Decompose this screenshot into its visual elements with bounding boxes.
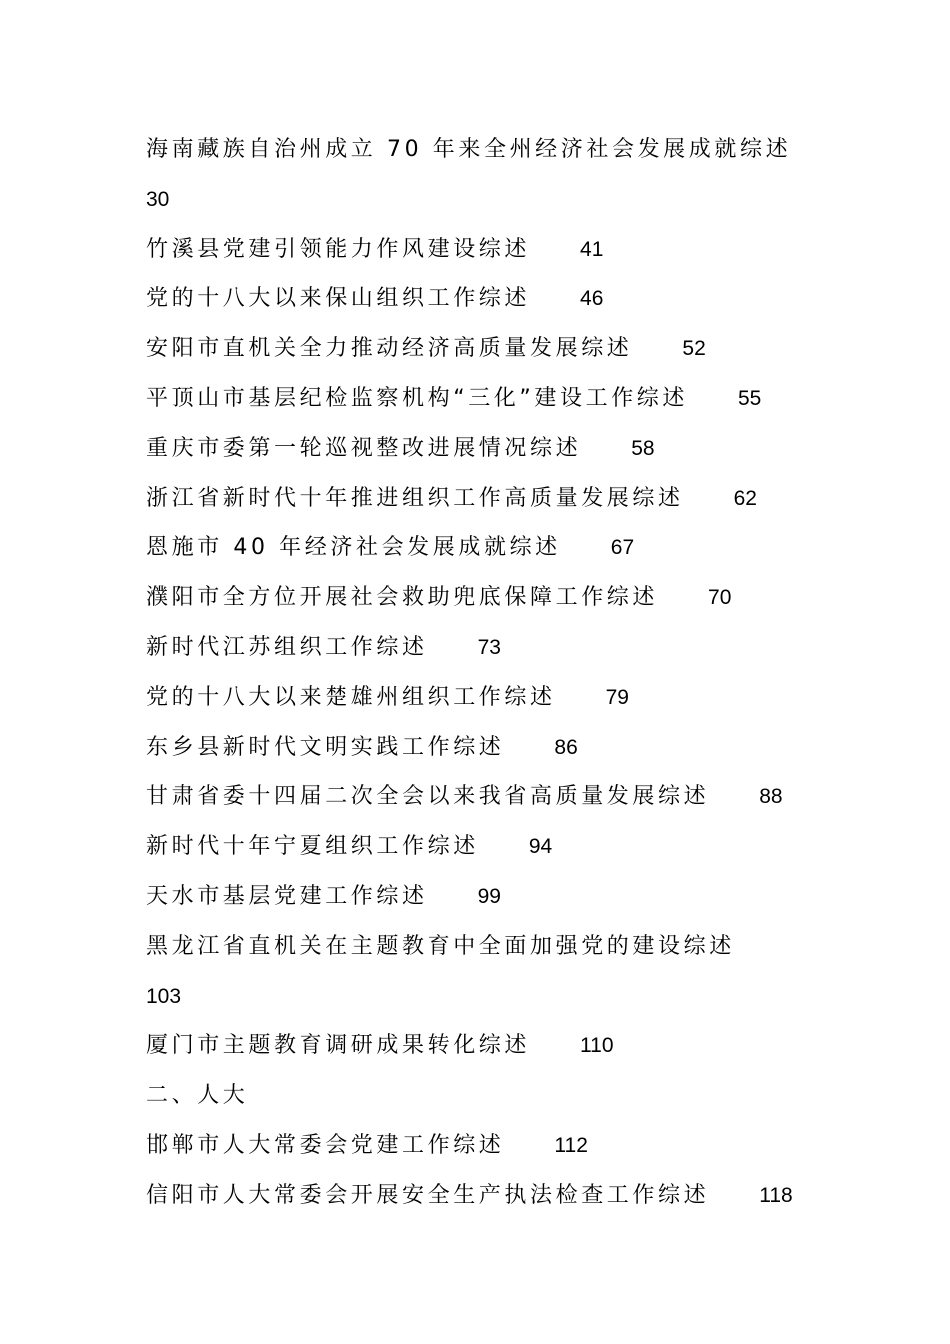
toc-entry-page: 94 [528, 835, 553, 859]
toc-entry-page: 110 [580, 1034, 614, 1058]
toc-entry [146, 623, 816, 673]
toc-entry [146, 374, 816, 424]
toc-entry-title: 恩施市 40 年经济社会发展成就综述 [146, 535, 561, 561]
toc-entry-title: 重庆市委第一轮巡视整改进展情况综述 [146, 435, 582, 461]
toc-entry-page: 99 [477, 884, 501, 908]
toc-entry-title: 党的十八大以来保山组织工作综述 [146, 286, 531, 312]
toc-entry-title: 厦门市主题教育调研成果转化综述 [146, 1033, 531, 1059]
toc-entry-page-wrapped [146, 972, 816, 1022]
toc-entry-title: 东乡县新时代文明实践工作综述 [146, 734, 505, 760]
toc-entry-page: 55 [738, 386, 762, 410]
toc-entry-title: 新时代江苏组织工作综述 [146, 634, 428, 660]
toc-entry [146, 822, 816, 872]
toc-entry-page: 46 [580, 287, 604, 311]
toc-entry-page: 88 [759, 785, 783, 809]
toc-entry-title: 天水市基层党建工作综述 [146, 883, 428, 909]
toc-entry-page: 112 [554, 1133, 588, 1157]
toc-entry-title: 甘肃省委十四届二次全会以来我省高质量发展综述 [146, 784, 710, 810]
toc-entry [146, 274, 816, 324]
toc-entry-title: 浙江省新时代十年推进组织工作高质量发展综述 [146, 485, 684, 511]
toc-entry-page: 73 [477, 635, 501, 659]
toc-entry [146, 474, 816, 524]
toc-entry-page: 103 [146, 984, 182, 1008]
toc-entry [146, 324, 816, 374]
toc-entry [146, 523, 816, 573]
toc-entry [146, 872, 816, 922]
toc-entry-title: 新时代十年宁夏组织工作综述 [146, 834, 479, 860]
toc-entry-title: 邯郸市人大常委会党建工作综述 [146, 1132, 505, 1158]
toc-entry-title: 平顶山市基层纪检监察机构“三化”建设工作综述 [146, 385, 688, 411]
toc-entry-page: 118 [759, 1183, 793, 1207]
toc-entry-title: 濮阳市全方位开展社会救助兜底保障工作综述 [146, 585, 659, 611]
toc-entry-title-wrapped: 海南藏族自治州成立 70 年来全州经济社会发展成就综述 [146, 137, 792, 162]
toc-entry-page: 62 [733, 486, 757, 510]
toc-entry-page: 41 [580, 237, 604, 261]
toc-entry [146, 1121, 816, 1171]
toc-entry [146, 723, 816, 773]
toc-entry-page: 70 [708, 586, 732, 610]
toc-entry [146, 424, 816, 474]
toc-entry [146, 1021, 816, 1071]
toc-entry [146, 772, 816, 822]
toc-section-heading: 二、人大 [146, 1083, 249, 1109]
toc-entry-title: 党的十八大以来楚雄州组织工作综述 [146, 684, 556, 710]
toc-entry-title: 信阳市人大常委会开展安全生产执法检查工作综述 [146, 1182, 710, 1208]
toc-entry-title-wrapped: 黑龙江省直机关在主题教育中全面加强党的建设综述 [146, 933, 735, 959]
toc-entry-title: 安阳市直机关全力推动经济高质量发展综述 [146, 336, 633, 362]
table-of-contents [146, 125, 816, 1221]
toc-entry-page: 30 [146, 187, 170, 211]
toc-entry-page: 58 [631, 436, 655, 460]
toc-entry [146, 673, 816, 723]
toc-entry [146, 573, 816, 623]
toc-entry-page: 86 [554, 735, 578, 759]
toc-entry [146, 1171, 816, 1221]
toc-entry-page: 79 [605, 685, 629, 709]
toc-entry-page: 67 [610, 536, 635, 560]
toc-entry [146, 225, 816, 275]
toc-entry-page-wrapped [146, 175, 816, 225]
toc-entry-page: 52 [682, 337, 706, 361]
toc-entry-title: 竹溪县党建引领能力作风建设综述 [146, 236, 531, 262]
